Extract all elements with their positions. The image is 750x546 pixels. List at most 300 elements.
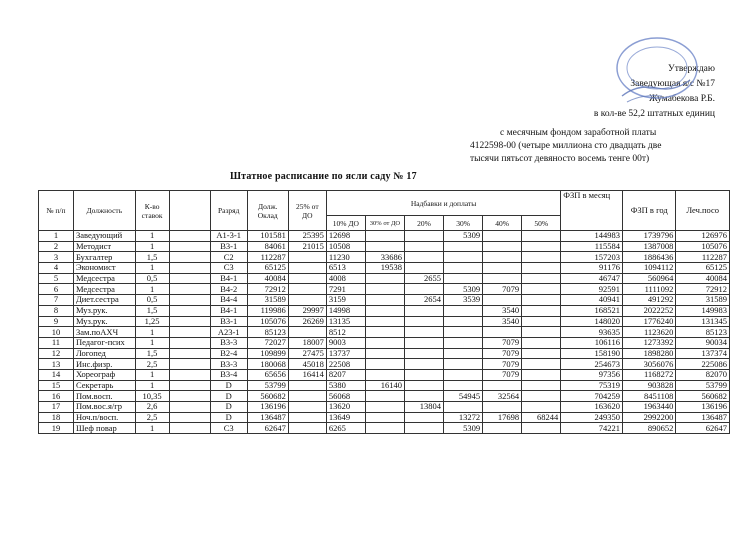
cell-p25: [288, 295, 326, 306]
cell-month: 704259: [561, 391, 623, 402]
cell-b40: 7079: [483, 284, 522, 295]
cell-b40: [483, 241, 522, 252]
cell-b30do: [365, 359, 404, 370]
cell-name: Инс.физр.: [73, 359, 135, 370]
cell-cnt: 2,6: [135, 402, 169, 413]
approval-position: Заведующая я/с №17: [630, 79, 715, 89]
header-salary: Долж. Оклад: [247, 191, 288, 231]
cell-b30do: [365, 337, 404, 348]
cell-salary: 560682: [247, 391, 288, 402]
cell-b30do: [365, 327, 404, 338]
cell-b50: [522, 380, 561, 391]
cell-p25: 18007: [288, 337, 326, 348]
cell-year: 1963440: [622, 402, 675, 413]
cell-year: 1387008: [622, 241, 675, 252]
cell-grade: B4-1: [210, 273, 247, 284]
cell-p25: 27475: [288, 348, 326, 359]
cell-blank: [169, 423, 210, 434]
cell-b50: [522, 231, 561, 242]
cell-med: 131345: [676, 316, 730, 327]
cell-cnt: 1: [135, 423, 169, 434]
cell-b30: [444, 337, 483, 348]
cell-b50: [522, 316, 561, 327]
cell-year: 1123620: [622, 327, 675, 338]
cell-grade: B3-1: [210, 241, 247, 252]
cell-b10: 14998: [326, 305, 365, 316]
cell-p25: [288, 327, 326, 338]
header-bonuses: Надбавки и доплаты: [326, 191, 560, 216]
cell-grade: B3-3: [210, 359, 247, 370]
cell-b10: 13649: [326, 412, 365, 423]
cell-grade: A1-3-1: [210, 231, 247, 242]
cell-month: 97356: [561, 369, 623, 380]
cell-month: 148020: [561, 316, 623, 327]
cell-name: Шеф повар: [73, 423, 135, 434]
cell-salary: 72912: [247, 284, 288, 295]
cell-blank: [169, 348, 210, 359]
cell-b20: [404, 305, 443, 316]
cell-b30: [444, 316, 483, 327]
cell-month: 158190: [561, 348, 623, 359]
cell-b40: [483, 402, 522, 413]
cell-salary: 40084: [247, 273, 288, 284]
cell-cnt: 1: [135, 327, 169, 338]
cell-b40: 7079: [483, 348, 522, 359]
cell-b50: [522, 241, 561, 252]
cell-grade: D: [210, 402, 247, 413]
cell-month: 144983: [561, 231, 623, 242]
cell-b30do: [365, 412, 404, 423]
cell-b50: [522, 284, 561, 295]
cell-blank: [169, 241, 210, 252]
cell-p25: [288, 273, 326, 284]
cell-grade: B2-4: [210, 348, 247, 359]
cell-b30: [444, 348, 483, 359]
table-row: [39, 305, 730, 316]
cell-salary: 62647: [247, 423, 288, 434]
cell-month: 106116: [561, 337, 623, 348]
cell-b50: [522, 402, 561, 413]
cell-salary: 85123: [247, 327, 288, 338]
table-row: [39, 327, 730, 338]
table-row: [39, 284, 730, 295]
cell-b30: [444, 359, 483, 370]
table-row: [39, 412, 730, 423]
cell-p25: 25395: [288, 231, 326, 242]
cell-blank: [169, 402, 210, 413]
cell-salary: 136196: [247, 402, 288, 413]
cell-b10: 11230: [326, 252, 365, 263]
cell-b20: 2655: [404, 273, 443, 284]
cell-month: 254673: [561, 359, 623, 370]
cell-name: Секретарь: [73, 380, 135, 391]
cell-med: 85123: [676, 327, 730, 338]
cell-b10: 13737: [326, 348, 365, 359]
cell-n: 8: [39, 305, 74, 316]
cell-salary: 112287: [247, 252, 288, 263]
cell-name: Зам.поАХЧ: [73, 327, 135, 338]
cell-salary: 84061: [247, 241, 288, 252]
cell-p25: 21015: [288, 241, 326, 252]
cell-b30: 5309: [444, 423, 483, 434]
cell-year: 1739796: [622, 231, 675, 242]
cell-blank: [169, 316, 210, 327]
cell-name: Педагог-псих: [73, 337, 135, 348]
cell-blank: [169, 327, 210, 338]
cell-b30: [444, 273, 483, 284]
cell-month: 46747: [561, 273, 623, 284]
header-b10: 10% ДО: [326, 216, 365, 231]
cell-b10: 9003: [326, 337, 365, 348]
cell-blank: [169, 412, 210, 423]
cell-b40: [483, 423, 522, 434]
cell-blank: [169, 295, 210, 306]
cell-salary: 119986: [247, 305, 288, 316]
cell-blank: [169, 284, 210, 295]
cell-b30: [444, 369, 483, 380]
cell-b20: [404, 284, 443, 295]
cell-b30do: [365, 305, 404, 316]
staff-table: [38, 190, 730, 434]
table-row: [39, 337, 730, 348]
cell-med: 225086: [676, 359, 730, 370]
cell-year: 491292: [622, 295, 675, 306]
cell-b50: [522, 252, 561, 263]
cell-b30: [444, 402, 483, 413]
cell-n: 18: [39, 412, 74, 423]
cell-b40: 7079: [483, 359, 522, 370]
cell-p25: 26269: [288, 316, 326, 327]
cell-year: 3056076: [622, 359, 675, 370]
cell-salary: 101581: [247, 231, 288, 242]
cell-grade: C3: [210, 263, 247, 274]
table-row: [39, 348, 730, 359]
cell-b40: [483, 263, 522, 274]
cell-b30do: [365, 369, 404, 380]
cell-year: 1111092: [622, 284, 675, 295]
cell-year: 560964: [622, 273, 675, 284]
cell-med: 90034: [676, 337, 730, 348]
cell-b30: 54945: [444, 391, 483, 402]
cell-grade: A23-1: [210, 327, 247, 338]
cell-b30do: [365, 348, 404, 359]
table-row: [39, 402, 730, 413]
cell-b40: [483, 380, 522, 391]
cell-b40: 3540: [483, 316, 522, 327]
cell-b40: [483, 327, 522, 338]
cell-grade: B3-3: [210, 337, 247, 348]
cell-n: 7: [39, 295, 74, 306]
cell-grade: B4-4: [210, 295, 247, 306]
cell-p25: [288, 252, 326, 263]
cell-blank: [169, 231, 210, 242]
cell-p25: [288, 402, 326, 413]
cell-p25: 29997: [288, 305, 326, 316]
cell-salary: 136487: [247, 412, 288, 423]
fund-line-3: тысячи пятьсот девяносто восемь тенге 00т): [470, 154, 650, 164]
cell-b30do: [365, 423, 404, 434]
cell-grade: C2: [210, 252, 247, 263]
cell-grade: B4-2: [210, 284, 247, 295]
cell-blank: [169, 273, 210, 284]
cell-b10: 10508: [326, 241, 365, 252]
cell-p25: [288, 263, 326, 274]
header-rate-count: К-во ставок: [135, 191, 169, 231]
cell-b30: 5309: [444, 231, 483, 242]
header-fzp-month: ФЗП в месяц: [561, 191, 623, 231]
cell-b30: 5309: [444, 284, 483, 295]
cell-name: Ноч.п/восп.: [73, 412, 135, 423]
cell-name: Заведующий: [73, 231, 135, 242]
document-title: Штатное расписание по ясли саду № 17: [230, 171, 417, 182]
cell-n: 5: [39, 273, 74, 284]
cell-b50: [522, 327, 561, 338]
cell-b40: 7079: [483, 337, 522, 348]
table-row: [39, 359, 730, 370]
table-row: [39, 380, 730, 391]
cell-med: 65125: [676, 263, 730, 274]
cell-salary: 31589: [247, 295, 288, 306]
cell-blank: [169, 305, 210, 316]
cell-month: 249350: [561, 412, 623, 423]
cell-month: 93635: [561, 327, 623, 338]
cell-salary: 72027: [247, 337, 288, 348]
cell-grade: B3-1: [210, 316, 247, 327]
cell-b50: [522, 391, 561, 402]
cell-b30do: [365, 391, 404, 402]
cell-med: 126976: [676, 231, 730, 242]
cell-grade: D: [210, 380, 247, 391]
cell-cnt: 1: [135, 380, 169, 391]
cell-b10: 13620: [326, 402, 365, 413]
cell-n: 15: [39, 380, 74, 391]
cell-year: 1898280: [622, 348, 675, 359]
cell-b20: [404, 369, 443, 380]
cell-cnt: 10,35: [135, 391, 169, 402]
cell-b20: [404, 391, 443, 402]
approval-name: Жумабекова Р.Б.: [649, 94, 715, 104]
cell-b30do: 19538: [365, 263, 404, 274]
cell-b10: 6513: [326, 263, 365, 274]
fund-description: [470, 127, 740, 166]
cell-cnt: 1,25: [135, 316, 169, 327]
cell-name: Диет.сестра: [73, 295, 135, 306]
cell-b50: [522, 263, 561, 274]
header-b40: 40%: [483, 216, 522, 231]
cell-b20: [404, 316, 443, 327]
cell-b20: [404, 263, 443, 274]
cell-month: 115584: [561, 241, 623, 252]
cell-b30: [444, 327, 483, 338]
cell-b40: 17698: [483, 412, 522, 423]
cell-year: 890652: [622, 423, 675, 434]
cell-cnt: 1: [135, 369, 169, 380]
cell-year: 1273392: [622, 337, 675, 348]
cell-blank: [169, 369, 210, 380]
cell-b20: 13804: [404, 402, 443, 413]
cell-n: 4: [39, 263, 74, 274]
cell-name: Бухгалтер: [73, 252, 135, 263]
header-med: Леч.посо: [676, 191, 730, 231]
cell-cnt: 2,5: [135, 412, 169, 423]
cell-b30do: [365, 284, 404, 295]
cell-grade: D: [210, 391, 247, 402]
cell-b20: [404, 423, 443, 434]
cell-month: 92591: [561, 284, 623, 295]
cell-b30do: [365, 316, 404, 327]
cell-b30: 3539: [444, 295, 483, 306]
cell-med: 72912: [676, 284, 730, 295]
cell-year: 1168272: [622, 369, 675, 380]
cell-n: 2: [39, 241, 74, 252]
cell-b30do: [365, 231, 404, 242]
cell-med: 149983: [676, 305, 730, 316]
cell-b50: [522, 305, 561, 316]
cell-month: 40941: [561, 295, 623, 306]
cell-cnt: 1: [135, 241, 169, 252]
cell-b10: 8207: [326, 369, 365, 380]
cell-b30: [444, 263, 483, 274]
cell-b30do: [365, 295, 404, 306]
fund-line-2: 4122598-00 (четыре миллиона сто двадцать две: [470, 141, 662, 151]
cell-n: 14: [39, 369, 74, 380]
table-row: [39, 231, 730, 242]
cell-med: 40084: [676, 273, 730, 284]
cell-b30: [444, 305, 483, 316]
header-b30: 30%: [444, 216, 483, 231]
cell-b30do: [365, 273, 404, 284]
cell-b20: [404, 412, 443, 423]
cell-grade: B3-4: [210, 369, 247, 380]
cell-b30do: 16140: [365, 380, 404, 391]
cell-n: 16: [39, 391, 74, 402]
cell-med: 136487: [676, 412, 730, 423]
cell-n: 1: [39, 231, 74, 242]
cell-cnt: 1: [135, 263, 169, 274]
cell-b30do: 33686: [365, 252, 404, 263]
cell-salary: 180068: [247, 359, 288, 370]
cell-p25: [288, 391, 326, 402]
cell-month: 74221: [561, 423, 623, 434]
table-row: [39, 241, 730, 252]
cell-b30: [444, 380, 483, 391]
cell-name: Логопед: [73, 348, 135, 359]
cell-p25: [288, 423, 326, 434]
cell-year: 1094112: [622, 263, 675, 274]
cell-med: 105076: [676, 241, 730, 252]
header-num: № п/п: [39, 191, 74, 231]
cell-cnt: 0,5: [135, 295, 169, 306]
cell-b10: 12698: [326, 231, 365, 242]
cell-grade: D: [210, 412, 247, 423]
header-b30do: 30% от ДО: [365, 216, 404, 231]
cell-year: 1776240: [622, 316, 675, 327]
cell-b50: [522, 423, 561, 434]
cell-p25: [288, 380, 326, 391]
cell-b10: 6265: [326, 423, 365, 434]
cell-salary: 105076: [247, 316, 288, 327]
table-row: [39, 391, 730, 402]
cell-salary: 65656: [247, 369, 288, 380]
cell-month: 163620: [561, 402, 623, 413]
cell-b50: 68244: [522, 412, 561, 423]
cell-name: Муз.рук.: [73, 305, 135, 316]
cell-blank: [169, 263, 210, 274]
cell-b20: 2654: [404, 295, 443, 306]
cell-b40: [483, 295, 522, 306]
cell-n: 19: [39, 423, 74, 434]
cell-b40: [483, 231, 522, 242]
cell-p25: [288, 284, 326, 295]
cell-b20: [404, 348, 443, 359]
cell-b40: 7079: [483, 369, 522, 380]
cell-b20: [404, 231, 443, 242]
table-row: [39, 316, 730, 327]
cell-med: 62647: [676, 423, 730, 434]
header-25pct: 25% от ДО: [288, 191, 326, 231]
cell-salary: 109899: [247, 348, 288, 359]
cell-b10: 56068: [326, 391, 365, 402]
cell-cnt: 1,5: [135, 305, 169, 316]
cell-b40: [483, 252, 522, 263]
cell-b20: [404, 337, 443, 348]
cell-grade: C3: [210, 423, 247, 434]
cell-b40: 32564: [483, 391, 522, 402]
cell-cnt: 1,5: [135, 348, 169, 359]
header-grade: Разряд: [210, 191, 247, 231]
cell-b50: [522, 337, 561, 348]
round-stamp-icon: [602, 36, 702, 106]
cell-blank: [169, 337, 210, 348]
cell-med: 112287: [676, 252, 730, 263]
table-row: [39, 369, 730, 380]
cell-b30do: [365, 402, 404, 413]
cell-n: 9: [39, 316, 74, 327]
cell-med: 137374: [676, 348, 730, 359]
cell-cnt: 1,5: [135, 252, 169, 263]
cell-blank: [169, 359, 210, 370]
cell-b20: [404, 327, 443, 338]
header-blank: [169, 191, 210, 231]
cell-b30do: [365, 241, 404, 252]
cell-b10: 5380: [326, 380, 365, 391]
cell-b50: [522, 348, 561, 359]
cell-cnt: 1: [135, 284, 169, 295]
cell-med: 53799: [676, 380, 730, 391]
cell-name: Пом.вос.я/гр: [73, 402, 135, 413]
cell-blank: [169, 391, 210, 402]
cell-med: 136196: [676, 402, 730, 413]
cell-b50: [522, 359, 561, 370]
cell-month: 75319: [561, 380, 623, 391]
cell-cnt: 2,5: [135, 359, 169, 370]
cell-month: 157203: [561, 252, 623, 263]
cell-salary: 53799: [247, 380, 288, 391]
cell-n: 3: [39, 252, 74, 263]
cell-year: 2992200: [622, 412, 675, 423]
header-fzp-year: ФЗП в год: [622, 191, 675, 231]
header-position: Должность: [73, 191, 135, 231]
fund-line-1: с месячным фондом заработной платы: [500, 128, 657, 138]
cell-n: 6: [39, 284, 74, 295]
approval-units: в кол-ве 52,2 штатных единиц: [593, 109, 715, 119]
cell-name: Медсестра: [73, 284, 135, 295]
cell-p25: [288, 412, 326, 423]
cell-name: Методист: [73, 241, 135, 252]
cell-n: 13: [39, 359, 74, 370]
table-row: [39, 423, 730, 434]
cell-b30: [444, 241, 483, 252]
